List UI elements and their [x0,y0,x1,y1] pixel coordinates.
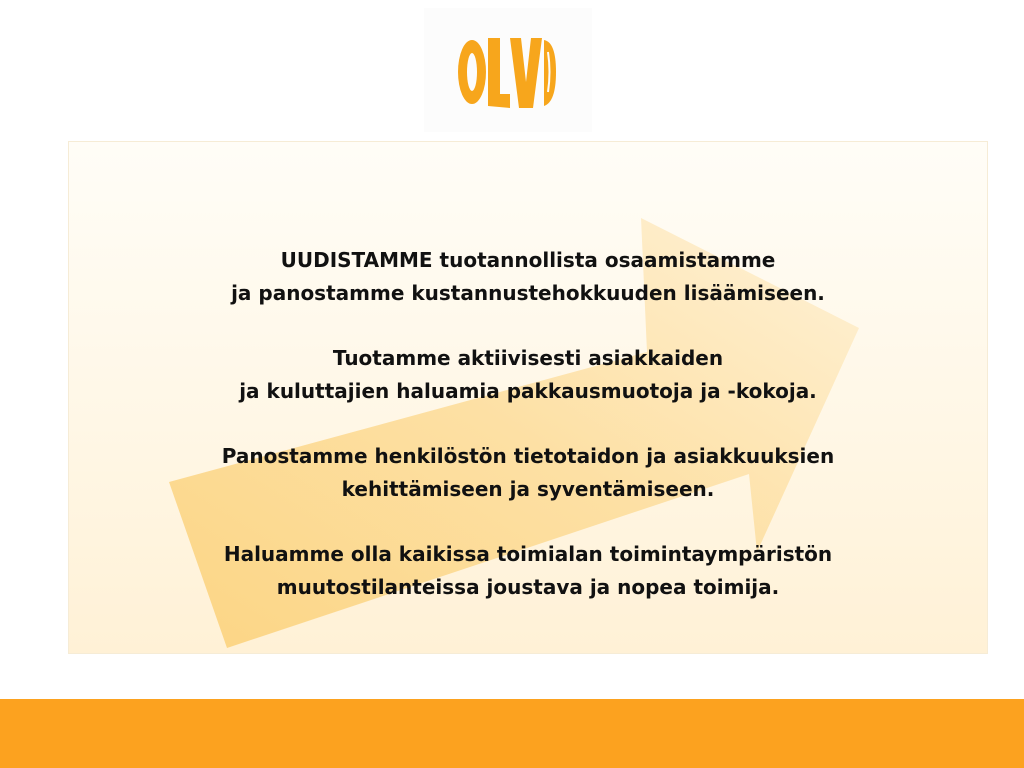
logo-area [424,8,592,132]
paragraph-packaging [69,342,987,408]
content-panel [68,141,988,654]
olvi-logo [454,32,562,112]
paragraph-personnel [69,440,987,506]
mission-text [69,244,987,636]
paragraph-line: UUDISTAMME tuotannollista osaamistamme [280,248,776,272]
paragraph-line: ja panostamme kustannustehokkuuden lisäämiseen. [231,281,825,305]
paragraph-line: ja kuluttajien haluamia pakkausmuotoja ja -kokoja. [239,379,817,403]
paragraph-line: Haluamme olla kaikissa toimialan toimintaympäristön [223,542,833,566]
paragraph-line: Panostamme henkilöstön tietotaidon ja asiakkuuksien [221,444,835,468]
paragraph-line: kehittämiseen ja syventämiseen. [341,477,715,501]
paragraph-renewal [69,244,987,310]
paragraph-line: muutostilanteissa joustava ja nopea toimija. [276,575,780,599]
logo-letter-l [488,38,510,108]
paragraph-line: Tuotamme aktiivisesti asiakkaiden [332,346,724,370]
paragraph-agility [69,538,987,604]
logo-letter-v [510,38,542,108]
footer-bar [0,699,1024,768]
